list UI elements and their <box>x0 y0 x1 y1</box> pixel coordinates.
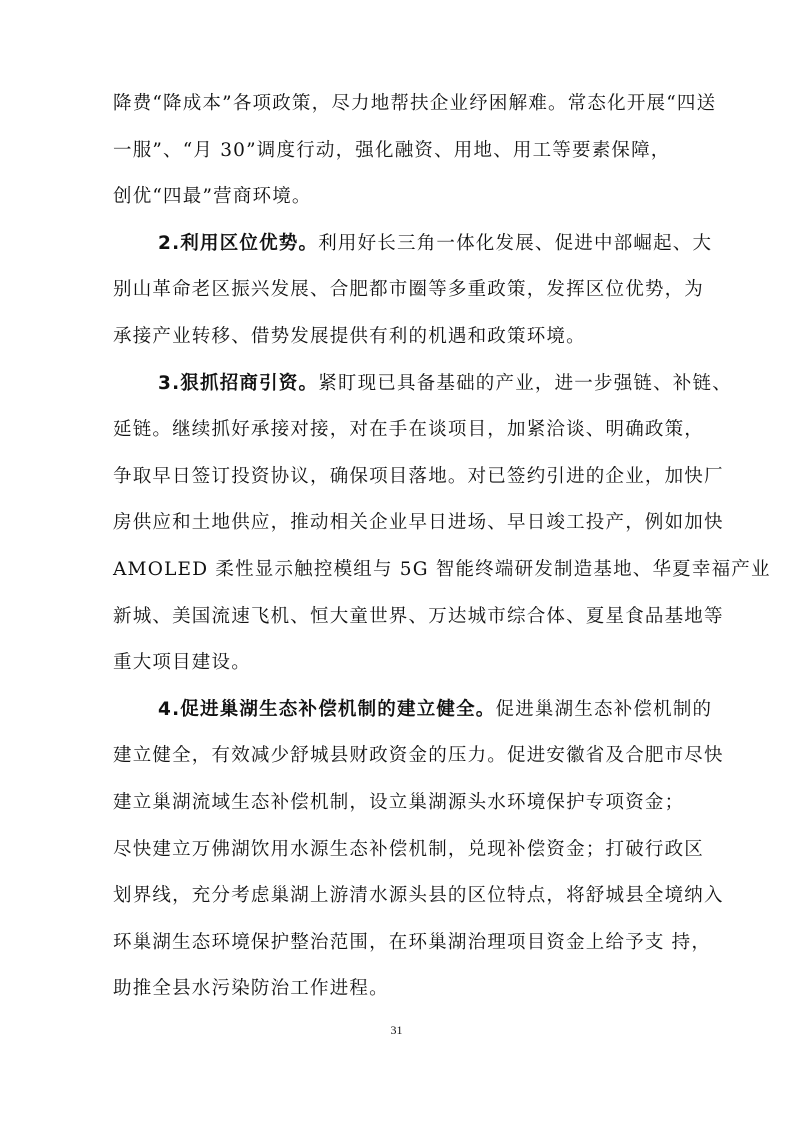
text-line: 划界线，充分考虑巢湖上游清水源头县的区位特点，将舒城县全境纳入 <box>113 885 724 907</box>
text-line: AMOLED 柔性显示触控模组与 5G 智能终端研发制造基地、华夏幸福产业 <box>113 559 771 580</box>
text-line: 一服”、“月 30”调度行动，强化融资、用地、用工等要素保障， <box>113 139 671 161</box>
text-line: 重大项目建设。 <box>113 652 251 674</box>
text-run: 利用好长三角一体化发展、促进中部崛起、大 <box>318 232 713 254</box>
section-heading: 4.促进巢湖生态补偿机制的建立健全。 <box>158 698 496 720</box>
section-heading: 3.狠抓招商引资。 <box>158 372 319 394</box>
text-line: 延链。继续抓好承接对接，对在手在谈项目，加紧洽谈、明确政策， <box>113 419 705 441</box>
text-line: 争取早日签订投资协议，确保项目落地。对已签约引进的企业，加快厂 <box>113 465 724 487</box>
text-line: 房供应和土地供应，推动相关企业早日进场、早日竣工投产，例如加快 <box>113 512 724 534</box>
text-run: 促进巢湖生态补偿机制的 <box>495 698 713 720</box>
section-heading: 2.利用区位优势。 <box>158 232 319 254</box>
text-line: 创优“四最”营商环境。 <box>113 186 312 208</box>
text-line: 助推全县水污染防治工作进程。 <box>113 978 389 1000</box>
text-run: 紧盯现已具备基础的产业，进一步强链、补链、 <box>318 372 732 394</box>
text-line: 降费“降成本”各项政策，尽力地帮扶企业纾困解难。常态化开展“四送 <box>113 93 717 114</box>
text-line: 新城、美国流速飞机、恒大童世界、万达城市综合体、夏星食品基地等 <box>113 605 724 627</box>
text-line: 别山革命老区振兴发展、合肥都市圈等多重政策，发挥区位优势，为 <box>113 279 705 301</box>
paragraph-line <box>158 230 712 258</box>
text-line: 建立巢湖流域生态补偿机制，设立巢湖源头水环境保护专项资金； <box>113 792 685 813</box>
text-line: 环巢湖生态环境保护整治范围，在环巢湖治理项目资金上给予支 持， <box>113 931 712 953</box>
paragraph-line <box>158 370 732 398</box>
text-line: 建立健全，有效减少舒城县财政资金的压力。促进安徽省及合肥市尽快 <box>113 745 724 767</box>
text-line: 尽快建立万佛湖饮用水源生态补偿机制，兑现补偿资金；打破行政区 <box>113 838 705 860</box>
paragraph-line <box>158 696 712 724</box>
page-number: 31 <box>390 1023 403 1037</box>
text-line: 承接产业转移、借势发展提供有利的机遇和政策环境。 <box>113 326 586 347</box>
